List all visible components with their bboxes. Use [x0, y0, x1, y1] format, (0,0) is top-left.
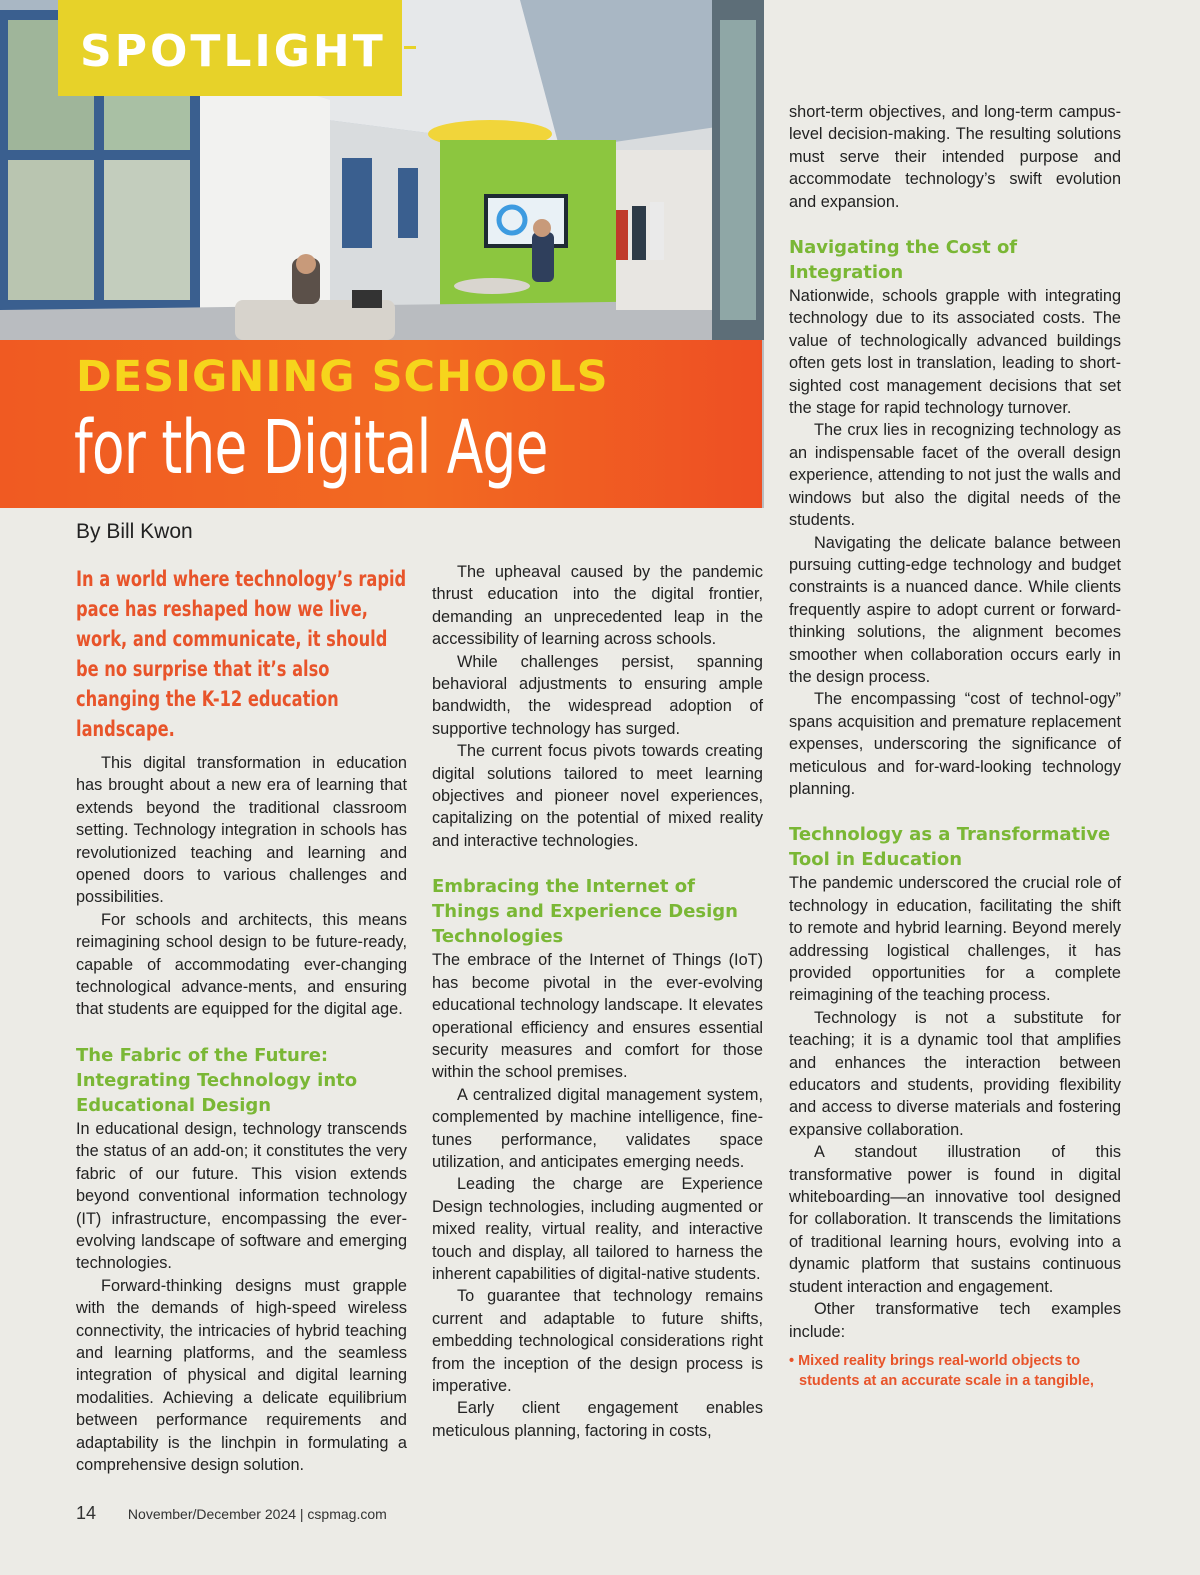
title-line-2: for the Digital Age [74, 405, 548, 491]
paragraph: short-term objectives, and long-term campus-level decision-making. The resulting solutions must serve their intended purpose and accommodate technology’s swift evolution and expansion. [789, 103, 1121, 211]
spotlight-label: SPOTLIGHT [80, 26, 386, 77]
byline: By Bill Kwon [76, 520, 193, 543]
paragraph: The pandemic underscored the crucial role of technology in education, facilitating the shift to remote and hybrid learning. Beyond merely addressing logistical challenges, it has provided opportunities for a complete reimagining of the teaching process. [789, 874, 1121, 1005]
title-line-1: DESIGNING SCHOOLS [76, 352, 609, 402]
paragraph: Leading the charge are Experience Design technologies, including augmented or mixed reality, virtual reality, and interactive touch and display, all tailored to harness the inherent capabilities of digital-native students. [432, 1175, 763, 1283]
section-heading: The Fabric of the Future: Integrating Technology into Educational Design [76, 1044, 358, 1116]
paragraph: The embrace of the Internet of Things (IoT) has become pivotal in the ever-evolving educational technology landscape. It elevates operational efficiency and ensures essential security measures and comfort for those within the school premises. [432, 951, 763, 1082]
paragraph: For schools and architects, this means reimagining school design to be future-ready, capable of accommodating ever-changing technological advance-ments, and ensuring that students are equipped for the digital age. [76, 910, 407, 1019]
spotlight-section-tag [58, 0, 402, 96]
paragraph: The crux lies in recognizing technology as an indispensable facet of the overall design experience, attending to not just the walls and windows but also the digital needs of the students. [789, 421, 1121, 530]
paragraph: Forward-thinking designs must grapple with the demands of high-speed wireless connectivity, the intricacies of hybrid teaching and learning platforms, and the seamless integration of physical and digital learning modalities. Achieving a delicate equilibrium between performance requirements and adaptability is the linchpin in formulating a comprehensive design solution. [76, 1276, 407, 1474]
column-2 [432, 561, 763, 1442]
section-heading: Technology as a Transformative Tool in Education [789, 824, 1111, 871]
paragraph: Navigating the delicate balance between pursuing cutting-edge technology and budget constraints is a nuanced dance. While clients frequently aspire to adopt current or forward-thinking solutions, the alignment becomes smoother when collaboration occurs early in the design process. [789, 533, 1121, 686]
paragraph: The upheaval caused by the pandemic thrust education into the digital frontier, demanding an unprecedented leap in the accessibility of learning across schools. [432, 563, 763, 649]
column-3 [789, 101, 1121, 1391]
paragraph: A standout illustration of this transformative power is found in digital whiteboarding—an innovative tool designed for collaboration. It transcends the limitations of traditional learning hours, evolving into a dynamic platform that sustains continuous student interaction and engagement. [789, 1143, 1121, 1296]
page-number: 14 [76, 1503, 97, 1523]
paragraph: To guarantee that technology remains current and adaptable to future shifts, embedding technological considerations right from the inception of the design process is imperative. [432, 1287, 763, 1395]
paragraph: In educational design, technology transcends the status of an add-on; it constitutes the very fabric of our future. This vision extends beyond conventional information technology (IT) infrastructure, encompassing the ever-evolving landscape of software and emerging technologies. [76, 1119, 407, 1273]
paragraph: The current focus pivots towards creating digital solutions tailored to meet learning objectives and pioneer novel experiences, capitalizing on the potential of mixed reality and interactive technologies. [432, 742, 763, 850]
paragraph: A centralized digital management system, complemented by machine intelligence, fine-tunes performance, validates space utilization, and anticipates emerging needs. [432, 1085, 763, 1171]
page-footer [76, 1503, 387, 1524]
lead-paragraph: In a world where technology’s rapid pace has reshaped how we live, work, and communicate, it should be no surprise that it’s also changing the K-12 education landscape. [76, 567, 407, 741]
column-1 [76, 564, 407, 1476]
paragraph: This digital transformation in education has brought about a new era of learning that extends beyond the traditional classroom setting. Technology integration in schools has revolutionized teaching and learning and opened doors to various challenges and possibilities. [76, 754, 407, 907]
paragraph: Technology is not a substitute for teaching; it is a dynamic tool that amplifies and enhances the interaction between educators and students, providing flexibility and access to diverse materials and fostering expansive collaboration. [789, 1008, 1121, 1139]
paragraph: While challenges persist, spanning behavioral adjustments to ensuring ample bandwidth, the widespread adoption of supportive technology has surged. [432, 652, 763, 738]
paragraph: The encompassing “cost of technol-ogy” spans acquisition and premature replacement expenses, underscoring the significance of meticulous and for-ward-looking technology planning. [789, 690, 1121, 798]
paragraph: Other transformative tech examples include: [789, 1300, 1121, 1341]
spotlight-rule [404, 46, 416, 49]
issue-info: November/December 2024 | cspmag.com [127, 1506, 387, 1522]
section-heading: Navigating the Cost of Integration [789, 237, 1018, 284]
bullet-item: • Mixed reality brings real-world objects to students at an accurate scale in a tangible, [789, 1352, 1094, 1389]
section-heading: Embracing the Internet of Things and Experience Design Technologies [432, 876, 738, 948]
paragraph: Early client engagement enables meticulous planning, factoring in costs, [432, 1399, 763, 1440]
paragraph: Nationwide, schools grapple with integrating technology due to its associated costs. The value of technologically advanced buildings often gets lost in translation, leading to short-sighted cost management decisions that set the stage for rapid technology turnover. [789, 287, 1121, 418]
